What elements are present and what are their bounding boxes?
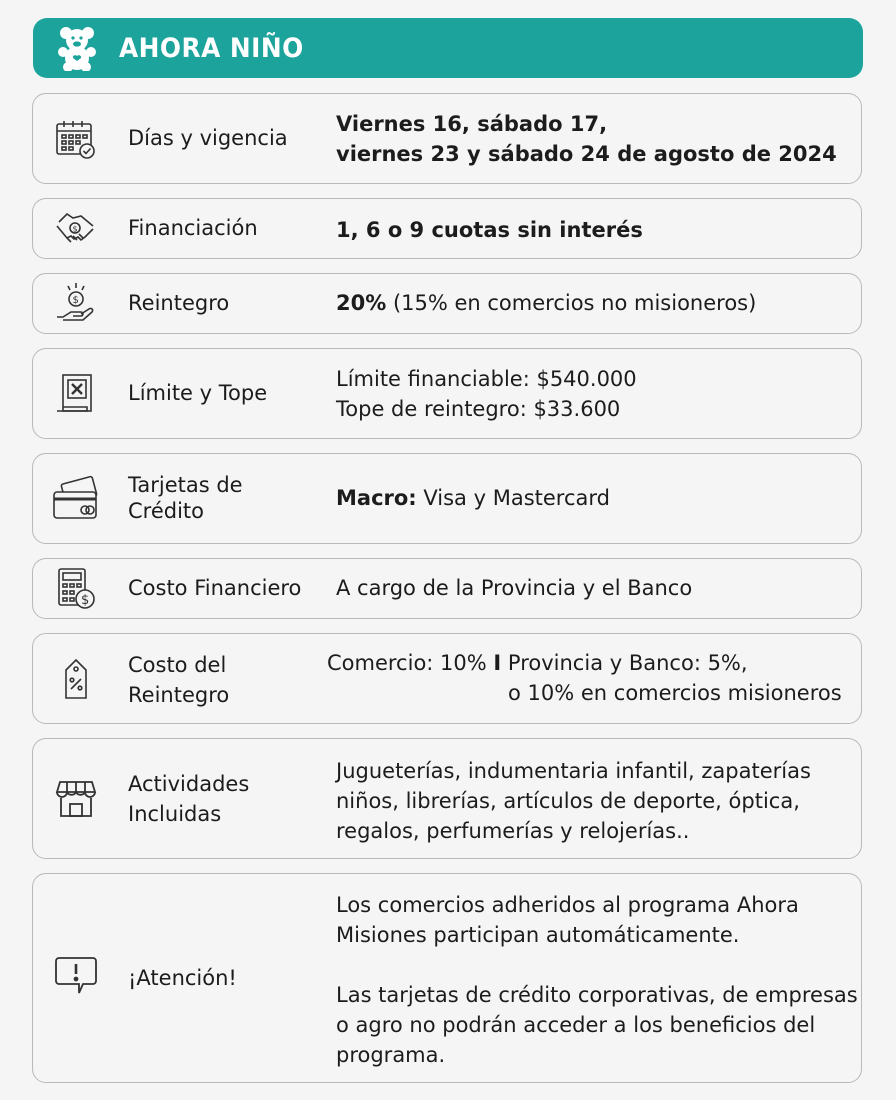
value-bold: Macro:	[336, 486, 417, 510]
value-rest: (15% en comercios no misioneros)	[386, 291, 757, 315]
row-value	[336, 756, 811, 846]
value-line: o 10% en comercios misioneros	[508, 681, 842, 705]
info-card-tarjetas	[32, 453, 862, 544]
hand-coin-icon	[53, 281, 99, 327]
row-value	[336, 288, 756, 318]
value-rest: Visa y Mastercard	[416, 486, 610, 510]
value-line: Viernes 16, sábado 17,	[336, 112, 608, 136]
row-label	[128, 650, 229, 710]
value-line: Tope de reintegro: $33.600	[336, 397, 621, 421]
row-value	[336, 109, 837, 169]
row-value: A cargo de la Provincia y el Banco	[336, 576, 693, 600]
value-line: Límite financiable: $540.000	[336, 367, 637, 391]
value-part: Provincia y Banco: 5%,	[507, 651, 748, 675]
info-card-actividades	[32, 738, 862, 859]
row-label: Costo Financiero	[128, 576, 302, 600]
handshake-icon	[53, 206, 99, 252]
row-label: Reintegro	[128, 291, 230, 315]
info-card-dias	[32, 93, 862, 184]
row-label: Financiación	[128, 216, 258, 240]
calculator-coin-icon	[53, 566, 99, 612]
calendar-check-icon	[53, 116, 99, 162]
limit-document-icon	[53, 371, 99, 417]
value-line: programa.	[336, 1043, 446, 1067]
info-card-financiacion	[32, 198, 862, 259]
info-card-atencion	[32, 873, 862, 1083]
row-label: Límite y Tope	[128, 381, 268, 405]
svg-text:$: $	[81, 593, 90, 608]
info-card-reintegro	[32, 273, 862, 334]
value-line: Misiones participan automáticamente.	[336, 923, 740, 947]
header-banner	[33, 18, 863, 78]
row-value: 1, 6 o 9 cuotas sin interés	[336, 218, 643, 242]
storefront-icon	[53, 776, 99, 822]
value-line: Los comercios adheridos al programa Ahora	[336, 893, 799, 917]
row-value	[336, 483, 610, 513]
teddy-bear-icon	[57, 25, 97, 71]
value-separator: I	[493, 651, 502, 675]
row-label	[128, 769, 249, 829]
credit-cards-icon	[51, 474, 97, 520]
label-line: Tarjetas de	[128, 473, 243, 497]
row-label: ¡Atención!	[128, 966, 237, 990]
row-value	[336, 364, 637, 424]
value-bold: 20%	[336, 291, 387, 315]
label-line: Reintegro	[128, 683, 230, 707]
value-line: niños, librerías, artículos de deporte, óptica,	[336, 789, 800, 813]
svg-text:$: $	[72, 224, 78, 234]
svg-text:$: $	[72, 295, 79, 306]
value-line: Jugueterías, indumentaria infantil, zapaterías	[336, 759, 811, 783]
price-tag-percent-icon	[53, 656, 99, 702]
info-card-costo-financiero	[32, 558, 862, 619]
label-line: Costo del	[128, 653, 227, 677]
row-label: Días y vigencia	[128, 126, 288, 150]
row-value	[336, 890, 858, 1070]
row-value	[327, 648, 842, 708]
page-title: AHORA NIÑO	[119, 32, 304, 64]
label-line: Incluidas	[128, 802, 222, 826]
value-part: Comercio: 10%	[327, 651, 487, 675]
info-card-limite	[32, 348, 862, 439]
label-line: Crédito	[128, 499, 205, 523]
value-line: o agro no podrán acceder a los beneficios del	[336, 1013, 816, 1037]
value-line: Las tarjetas de crédito corporativas, de empresas	[336, 983, 858, 1007]
row-label	[128, 472, 243, 524]
value-line: regalos, perfumerías y relojerías..	[336, 819, 690, 843]
label-line: Actividades	[128, 772, 250, 796]
alert-speech-bubble-icon	[53, 954, 99, 1000]
value-line: viernes 23 y sábado 24 de agosto de 2024	[336, 142, 837, 166]
info-card-costo-reintegro	[32, 633, 862, 724]
